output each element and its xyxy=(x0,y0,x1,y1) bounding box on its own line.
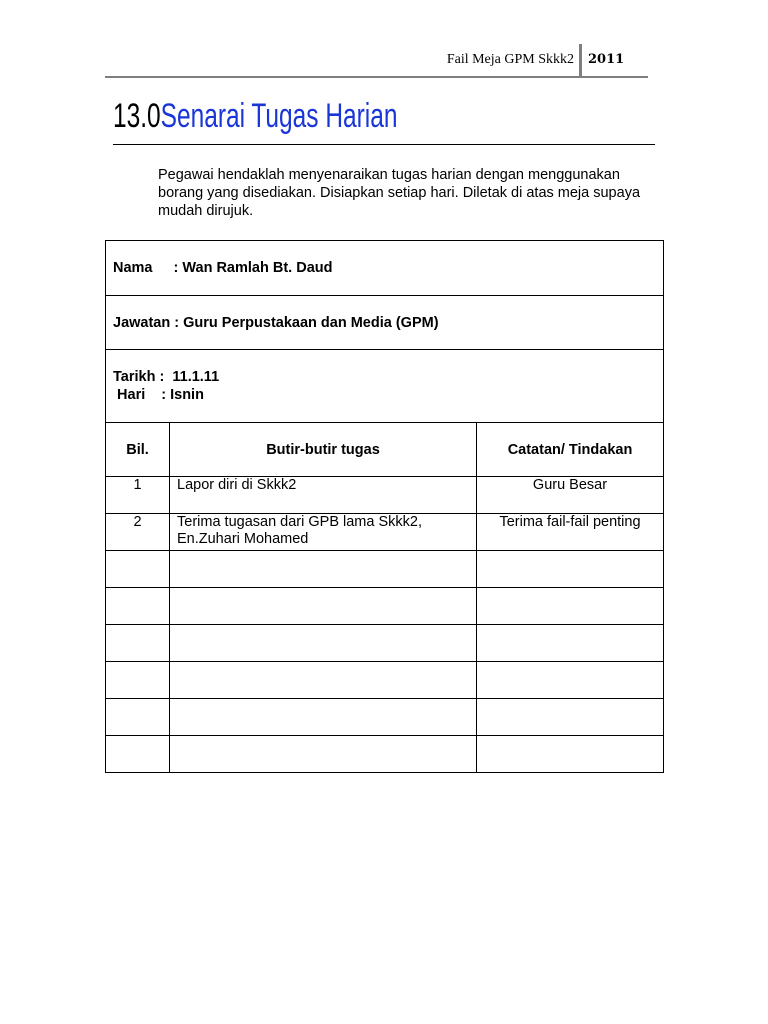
cell-note xyxy=(477,551,664,588)
table-row xyxy=(106,662,664,699)
cell-note xyxy=(477,662,664,699)
cell-task: Terima tugasan dari GPB lama Skkk2, En.Zuhari Mohamed xyxy=(170,514,477,551)
jawatan-cell xyxy=(106,296,664,350)
cell-note xyxy=(477,625,664,662)
hari-value: : Isnin xyxy=(161,387,204,403)
table-row xyxy=(106,551,664,588)
task-form-table xyxy=(105,240,664,773)
nama-cell xyxy=(106,241,664,296)
cell-note: Guru Besar xyxy=(477,477,664,514)
table-row xyxy=(106,699,664,736)
jawatan-label: Jawatan xyxy=(113,314,171,331)
cell-note: Terima fail-fail penting xyxy=(477,514,664,551)
jawatan-value: : Guru Perpustakaan dan Media (GPM) xyxy=(174,314,439,331)
header-butir: Butir-butir tugas xyxy=(170,423,477,477)
tarikh-value: 11.1.11 xyxy=(172,369,220,385)
table-row xyxy=(106,477,664,514)
cell-bil xyxy=(106,551,170,588)
cell-task xyxy=(170,699,477,736)
cell-task xyxy=(170,588,477,625)
tarikh-label: Tarikh : xyxy=(113,369,165,385)
hari-label: Hari xyxy=(117,387,146,403)
cell-bil xyxy=(106,625,170,662)
header-text: Fail Meja GPM Skkk2 xyxy=(446,52,574,67)
header-bil: Bil. xyxy=(106,423,170,477)
cell-note xyxy=(477,699,664,736)
page-title xyxy=(113,96,397,136)
intro-paragraph: Pegawai hendaklah menyenaraikan tugas harian dengan menggunakan borang yang disediakan. Disiapkan setiap hari. Diletak di atas meja supaya mudah dirujuk. xyxy=(158,167,641,219)
header-divider xyxy=(579,44,582,76)
nama-label: Nama xyxy=(113,260,153,276)
table-row xyxy=(106,588,664,625)
cell-bil: 1 xyxy=(106,477,170,514)
table-row xyxy=(106,736,664,773)
cell-bil xyxy=(106,662,170,699)
tarikh-cell xyxy=(106,350,664,423)
cell-bil xyxy=(106,736,170,773)
cell-note xyxy=(477,736,664,773)
tarikh-row xyxy=(106,350,664,423)
title-text: Senarai Tugas Harian xyxy=(160,97,398,135)
table-row xyxy=(106,625,664,662)
table-row xyxy=(106,514,664,551)
jawatan-row xyxy=(106,296,664,350)
cell-task xyxy=(170,625,477,662)
table-header-row xyxy=(106,423,664,477)
nama-value: : Wan Ramlah Bt. Daud xyxy=(173,260,333,276)
cell-bil: 2 xyxy=(106,514,170,551)
cell-bil xyxy=(106,699,170,736)
cell-bil xyxy=(106,588,170,625)
header-year: 2011 xyxy=(588,52,625,67)
cell-note xyxy=(477,588,664,625)
nama-row xyxy=(106,241,664,296)
cell-task xyxy=(170,551,477,588)
title-number: 13.0 xyxy=(113,97,161,135)
title-rule xyxy=(113,144,655,145)
cell-task: Lapor diri di Skkk2 xyxy=(170,477,477,514)
header-catatan: Catatan/ Tindakan xyxy=(477,423,664,477)
page-header xyxy=(105,44,648,78)
cell-task xyxy=(170,736,477,773)
cell-task xyxy=(170,662,477,699)
